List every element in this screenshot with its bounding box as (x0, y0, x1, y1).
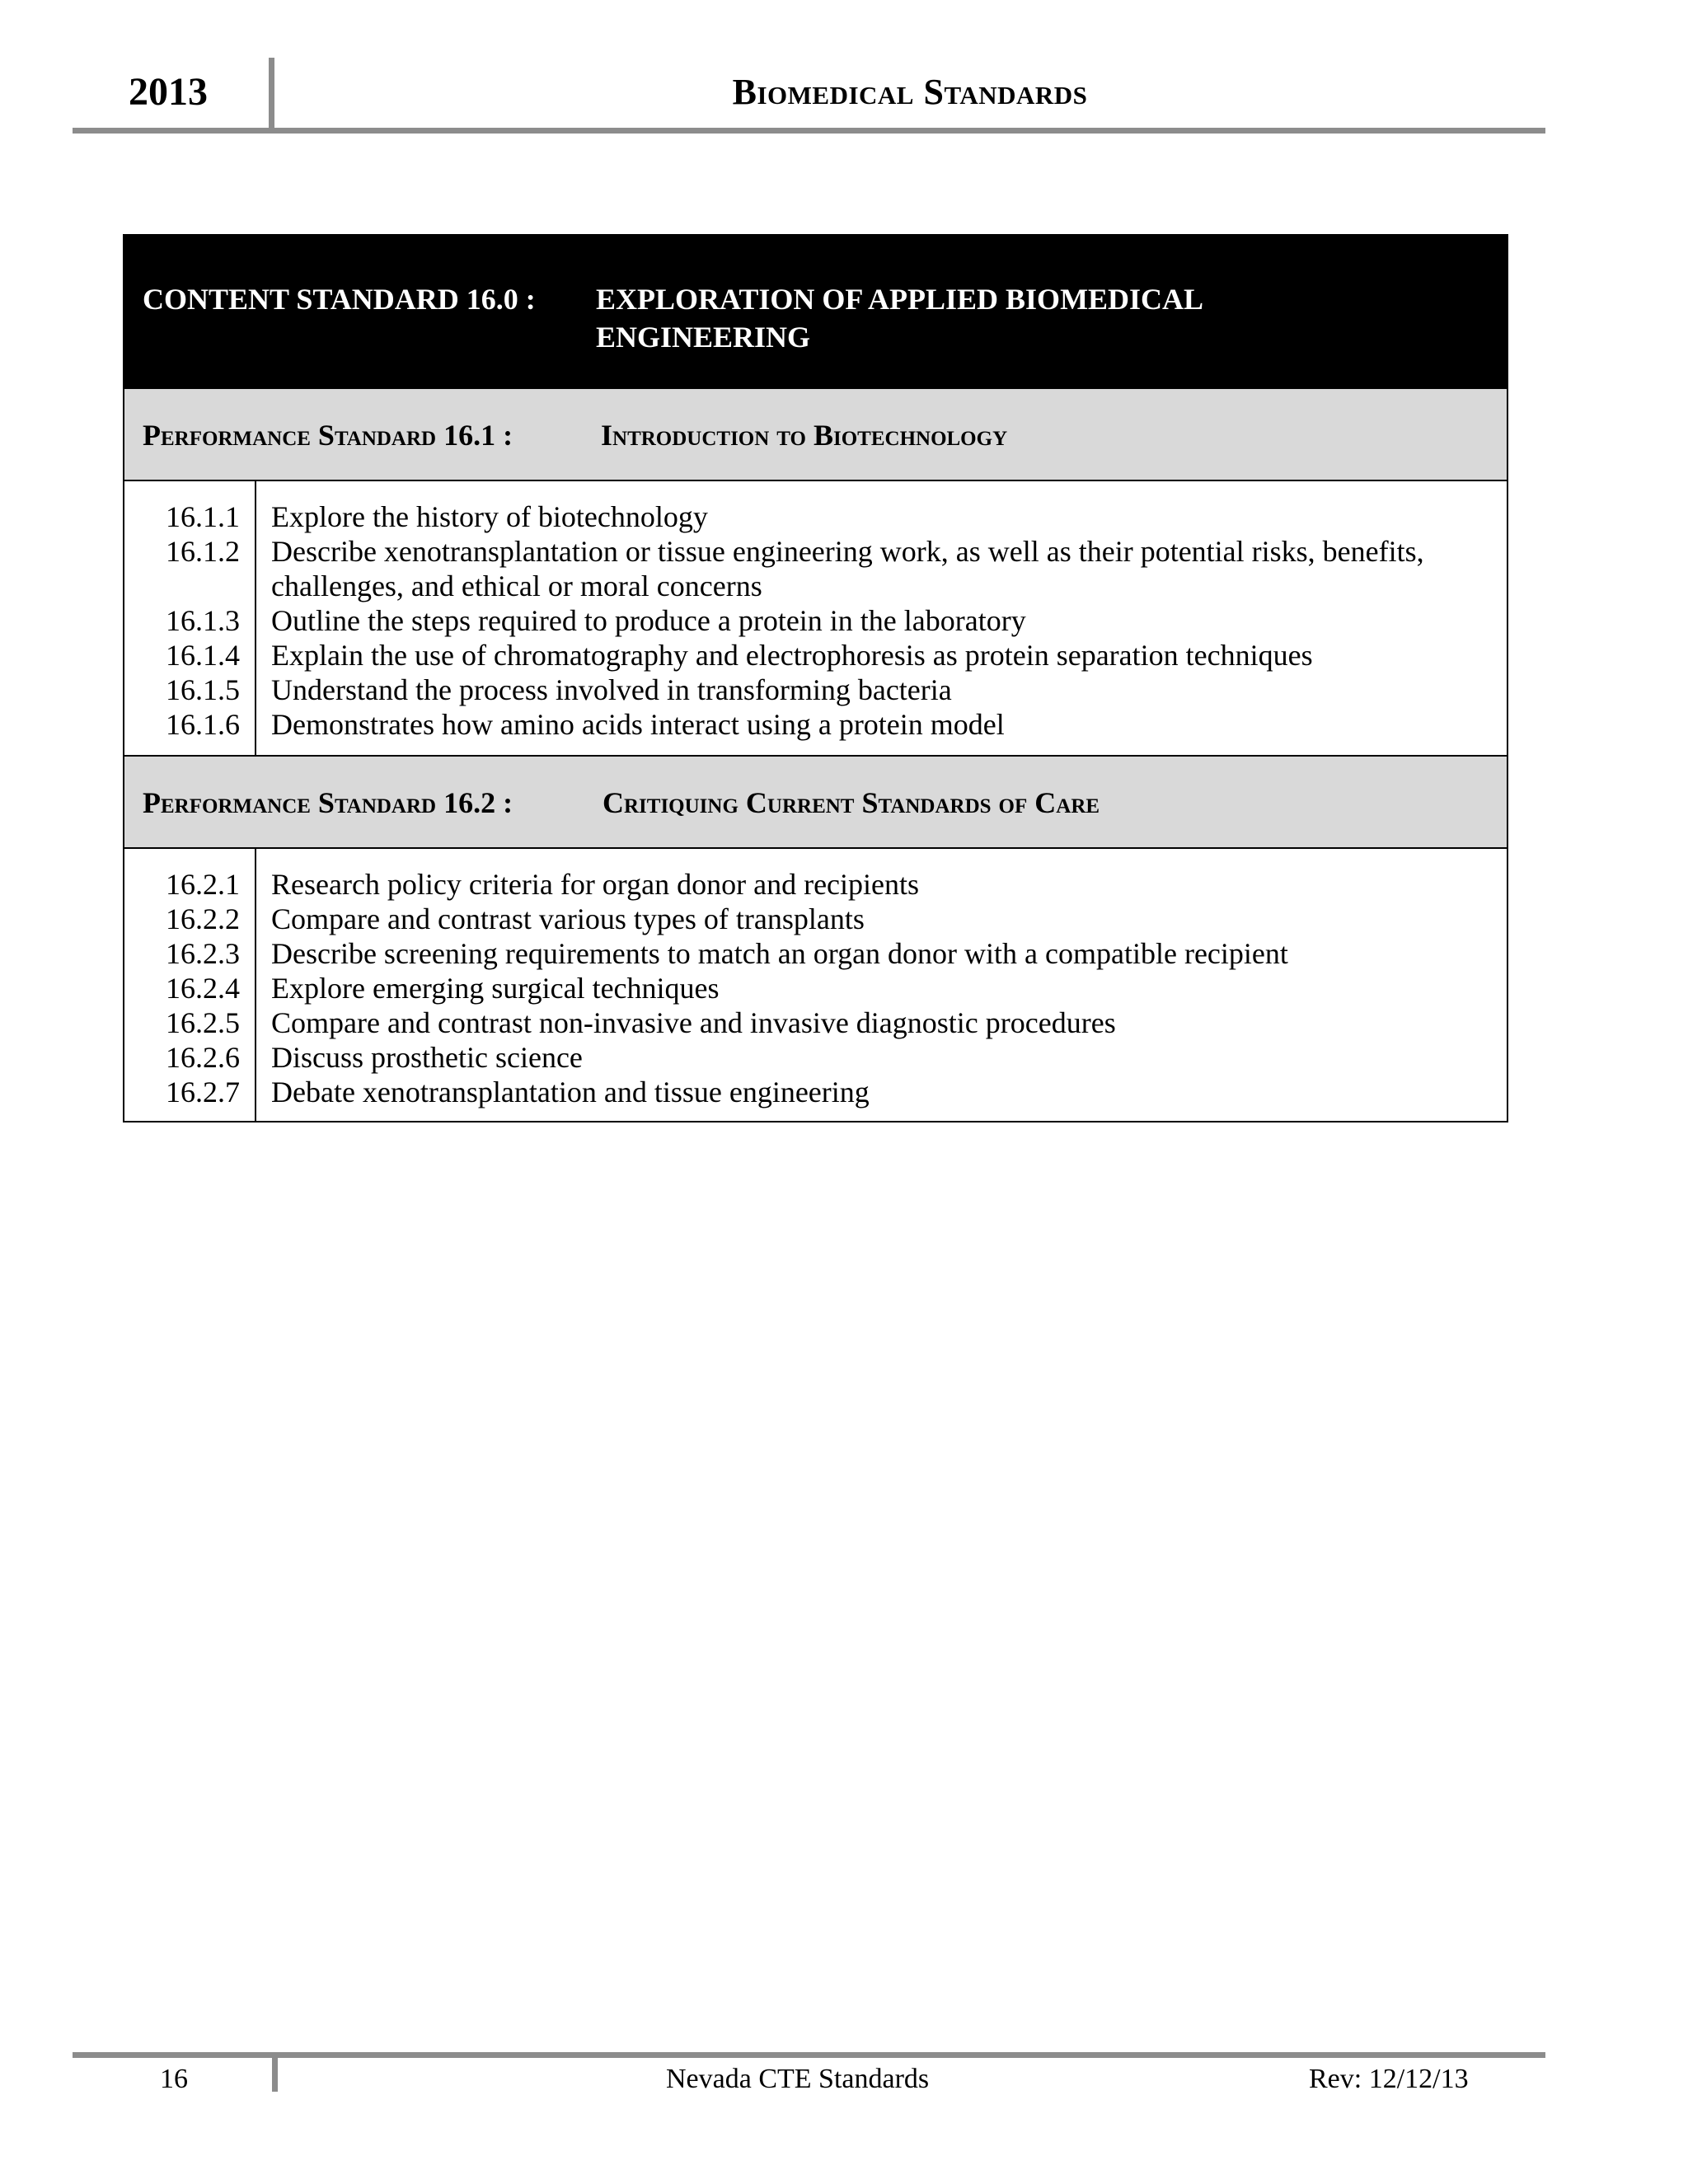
item-number: 16.1.5 (166, 673, 240, 706)
content-standard-title: EXPLORATION OF APPLIED BIOMEDICAL ENGINEERING (596, 283, 1203, 354)
list-item (124, 603, 1507, 638)
footer-document-title: Nevada CTE Standards (666, 2064, 930, 2094)
performance-standard-label-text: Performance Standard (143, 786, 437, 819)
header-title: Biomedical Standards (732, 72, 1088, 112)
performance-standard-title: Introduction to Biotechnology (601, 419, 1008, 452)
item-text: Research policy criteria for organ donor and recipients (271, 868, 920, 901)
revision-date: Rev: 12/12/13 (1309, 2064, 1469, 2094)
header-rule (73, 128, 1545, 134)
item-number: 16.1.1 (166, 500, 240, 533)
performance-standard-header (124, 757, 1507, 849)
item-text: Understand the process involved in transforming bacteria (271, 673, 952, 706)
item-number: 16.1.4 (166, 639, 240, 672)
list-item (124, 971, 1507, 1005)
item-number: 16.2.5 (166, 1006, 240, 1039)
list-item (124, 534, 1507, 603)
performance-standard-items (124, 481, 1507, 757)
performance-standard-header (124, 389, 1507, 481)
list-item (124, 936, 1507, 971)
content-standard-header (124, 236, 1507, 389)
header-year: 2013 (129, 70, 208, 114)
item-number: 16.2.6 (166, 1041, 240, 1074)
performance-standard-title: Critiquing Current Standards of Care (603, 786, 1100, 819)
list-item (124, 1075, 1507, 1109)
item-text: Compare and contrast various types of transplants (271, 902, 865, 935)
content-standard-label: CONTENT STANDARD 16.0 : (143, 283, 536, 316)
item-text: Compare and contrast non-invasive and invasive diagnostic procedures (271, 1006, 1116, 1039)
column-divider (255, 481, 256, 755)
item-text: Explore emerging surgical techniques (271, 972, 720, 1005)
performance-standard-label-text: Performance Standard (143, 419, 437, 452)
list-item (124, 902, 1507, 936)
footer-rule (73, 2052, 1545, 2058)
list-item (124, 1040, 1507, 1075)
item-number: 16.2.4 (166, 972, 240, 1005)
item-number: 16.2.7 (166, 1076, 240, 1108)
item-text: Explore the history of biotechnology (271, 500, 708, 533)
item-number: 16.1.3 (166, 604, 240, 637)
performance-standard-items (124, 849, 1507, 1121)
performance-standard-label (143, 786, 513, 819)
list-item (124, 867, 1507, 902)
item-text: Outline the steps required to produce a protein in the laboratory (271, 604, 1026, 637)
item-number: 16.2.1 (166, 868, 240, 901)
list-item (124, 638, 1507, 673)
item-text: Discuss prosthetic science (271, 1041, 583, 1074)
column-divider (255, 849, 256, 1121)
header-divider (269, 58, 274, 134)
item-number: 16.1.2 (166, 535, 240, 568)
item-text: Debate xenotransplantation and tissue engineering (271, 1076, 870, 1108)
page-header (73, 58, 1545, 134)
page-footer (73, 2052, 1545, 2126)
performance-standard-number: 16.2 : (443, 786, 513, 819)
item-text: Demonstrates how amino acids interact using a protein model (271, 708, 1005, 741)
list-item (124, 499, 1507, 534)
item-text: Describe screening requirements to match an organ donor with a compatible recipient (271, 937, 1288, 970)
list-item (124, 707, 1507, 742)
performance-standard-label (143, 419, 513, 452)
footer-divider (272, 2052, 278, 2092)
page-number: 16 (160, 2064, 188, 2094)
list-item (124, 673, 1507, 707)
item-text: Describe xenotransplantation or tissue engineering work, as well as their potential risks, benefits, challenges, and ethical or moral concerns (271, 535, 1424, 602)
item-number: 16.2.3 (166, 937, 240, 970)
item-number: 16.1.6 (166, 708, 240, 741)
performance-standard-number: 16.1 : (443, 419, 513, 452)
standards-table (123, 234, 1508, 1122)
item-text: Explain the use of chromatography and electrophoresis as protein separation techniques (271, 639, 1313, 672)
item-number: 16.2.2 (166, 902, 240, 935)
list-item (124, 1005, 1507, 1040)
